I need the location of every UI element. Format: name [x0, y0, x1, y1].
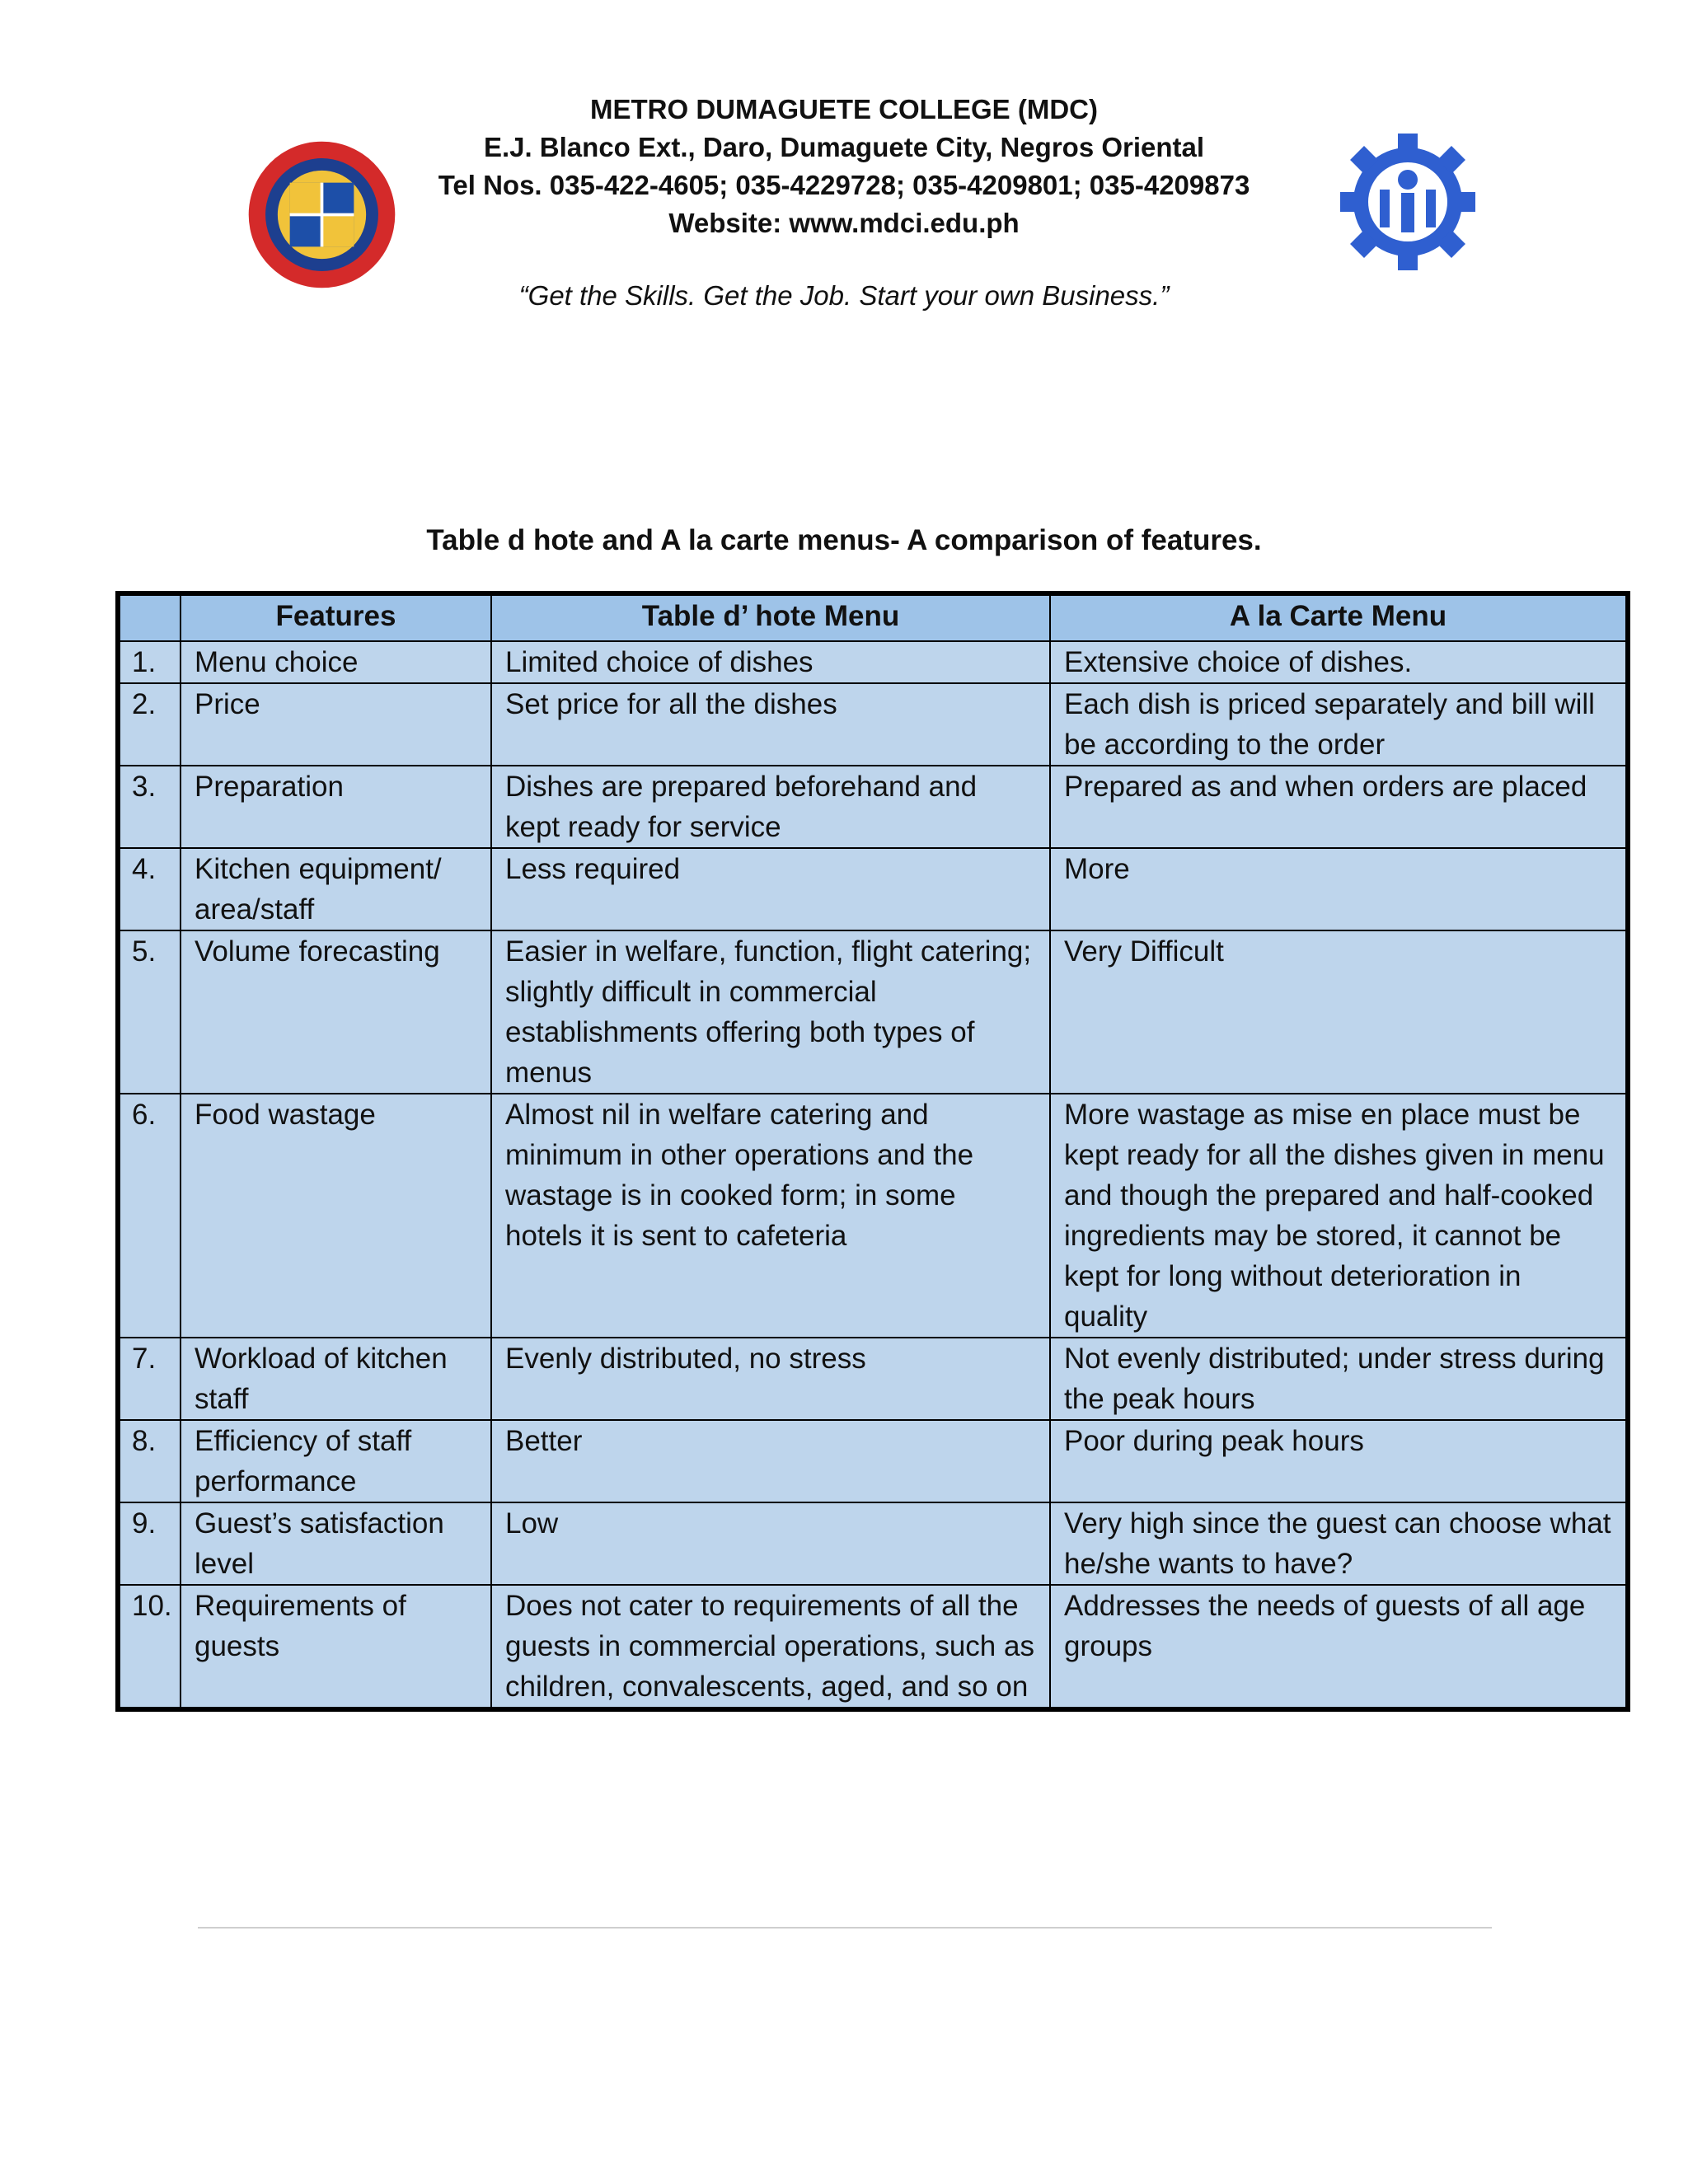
feature-cell: Workload of kitchen staff: [181, 1338, 491, 1420]
table-row: [118, 930, 1628, 1094]
table-dhote-cell: Set price for all the dishes: [491, 683, 1050, 766]
tesda-gear-logo: [1325, 132, 1490, 272]
a-la-carte-cell: Very Difficult: [1050, 930, 1628, 1094]
table-dhote-cell: Almost nil in welfare catering and minimum in other operations and the wastage is in cooked form; in some hotels it is sent to cafeteria: [491, 1094, 1050, 1338]
row-number: 2.: [118, 683, 181, 766]
tagline: “Get the Skills. Get the Job. Start your own Business.”: [518, 280, 1170, 311]
a-la-carte-cell: Extensive choice of dishes.: [1050, 641, 1628, 683]
row-number: 6.: [118, 1094, 181, 1338]
row-number: 3.: [118, 766, 181, 848]
table-title: Table d hote and A la carte menus- A comparison of features.: [426, 524, 1262, 556]
mdc-seal-logo: [246, 138, 398, 291]
feature-cell: Guest’s satisfaction level: [181, 1502, 491, 1585]
header-a-la-carte: A la Carte Menu: [1050, 593, 1628, 641]
table-row: [118, 1585, 1628, 1709]
table-dhote-cell: Easier in welfare, function, flight catering; slightly difficult in commercial establishments offering both types of menus: [491, 930, 1050, 1094]
college-website: Website: www.mdci.edu.ph: [668, 208, 1020, 238]
a-la-carte-cell: Very high since the guest can choose what he/she wants to have?: [1050, 1502, 1628, 1585]
row-number: 10.: [118, 1585, 181, 1709]
table-dhote-cell: Does not cater to requirements of all the guests in commercial operations, such as children, convalescents, aged, and so on: [491, 1585, 1050, 1709]
a-la-carte-cell: Each dish is priced separately and bill will be according to the order: [1050, 683, 1628, 766]
feature-cell: Volume forecasting: [181, 930, 491, 1094]
footer-divider: [198, 1927, 1492, 1929]
feature-cell: Kitchen equipment/ area/staff: [181, 848, 491, 930]
table-row: [118, 766, 1628, 848]
table-header-row: [118, 593, 1628, 641]
college-phones: Tel Nos. 035-422-4605; 035-4229728; 035-4209801; 035-4209873: [438, 170, 1250, 200]
comparison-table: [115, 591, 1630, 1712]
table-dhote-cell: Less required: [491, 848, 1050, 930]
table-row: [118, 641, 1628, 683]
a-la-carte-cell: More: [1050, 848, 1628, 930]
table-dhote-cell: Low: [491, 1502, 1050, 1585]
feature-cell: Price: [181, 683, 491, 766]
table-dhote-cell: Dishes are prepared beforehand and kept ready for service: [491, 766, 1050, 848]
college-name: METRO DUMAGUETE COLLEGE (MDC): [590, 94, 1098, 124]
table-row: [118, 1338, 1628, 1420]
table-row: [118, 1420, 1628, 1502]
feature-cell: Food wastage: [181, 1094, 491, 1338]
row-number: 7.: [118, 1338, 181, 1420]
table-row: [118, 848, 1628, 930]
feature-cell: Requirements of guests: [181, 1585, 491, 1709]
feature-cell: Preparation: [181, 766, 491, 848]
feature-cell: Menu choice: [181, 641, 491, 683]
header-table-dhote: Table d’ hote Menu: [491, 593, 1050, 641]
header-number: [118, 593, 181, 641]
row-number: 8.: [118, 1420, 181, 1502]
table-row: [118, 683, 1628, 766]
a-la-carte-cell: Addresses the needs of guests of all age groups: [1050, 1585, 1628, 1709]
row-number: 4.: [118, 848, 181, 930]
row-number: 1.: [118, 641, 181, 683]
college-address: E.J. Blanco Ext., Daro, Dumaguete City, Negros Oriental: [483, 132, 1205, 162]
row-number: 9.: [118, 1502, 181, 1585]
table-dhote-cell: Evenly distributed, no stress: [491, 1338, 1050, 1420]
header-features: Features: [181, 593, 491, 641]
table-row: [118, 1502, 1628, 1585]
table-row: [118, 1094, 1628, 1338]
a-la-carte-cell: Poor during peak hours: [1050, 1420, 1628, 1502]
row-number: 5.: [118, 930, 181, 1094]
table-dhote-cell: Better: [491, 1420, 1050, 1502]
table-dhote-cell: Limited choice of dishes: [491, 641, 1050, 683]
a-la-carte-cell: Not evenly distributed; under stress during the peak hours: [1050, 1338, 1628, 1420]
a-la-carte-cell: More wastage as mise en place must be kept ready for all the dishes given in menu and though the prepared and half-cooked ingredients may be stored, it cannot be kept for long without deterioration in quality: [1050, 1094, 1628, 1338]
a-la-carte-cell: Prepared as and when orders are placed: [1050, 766, 1628, 848]
feature-cell: Efficiency of staff performance: [181, 1420, 491, 1502]
